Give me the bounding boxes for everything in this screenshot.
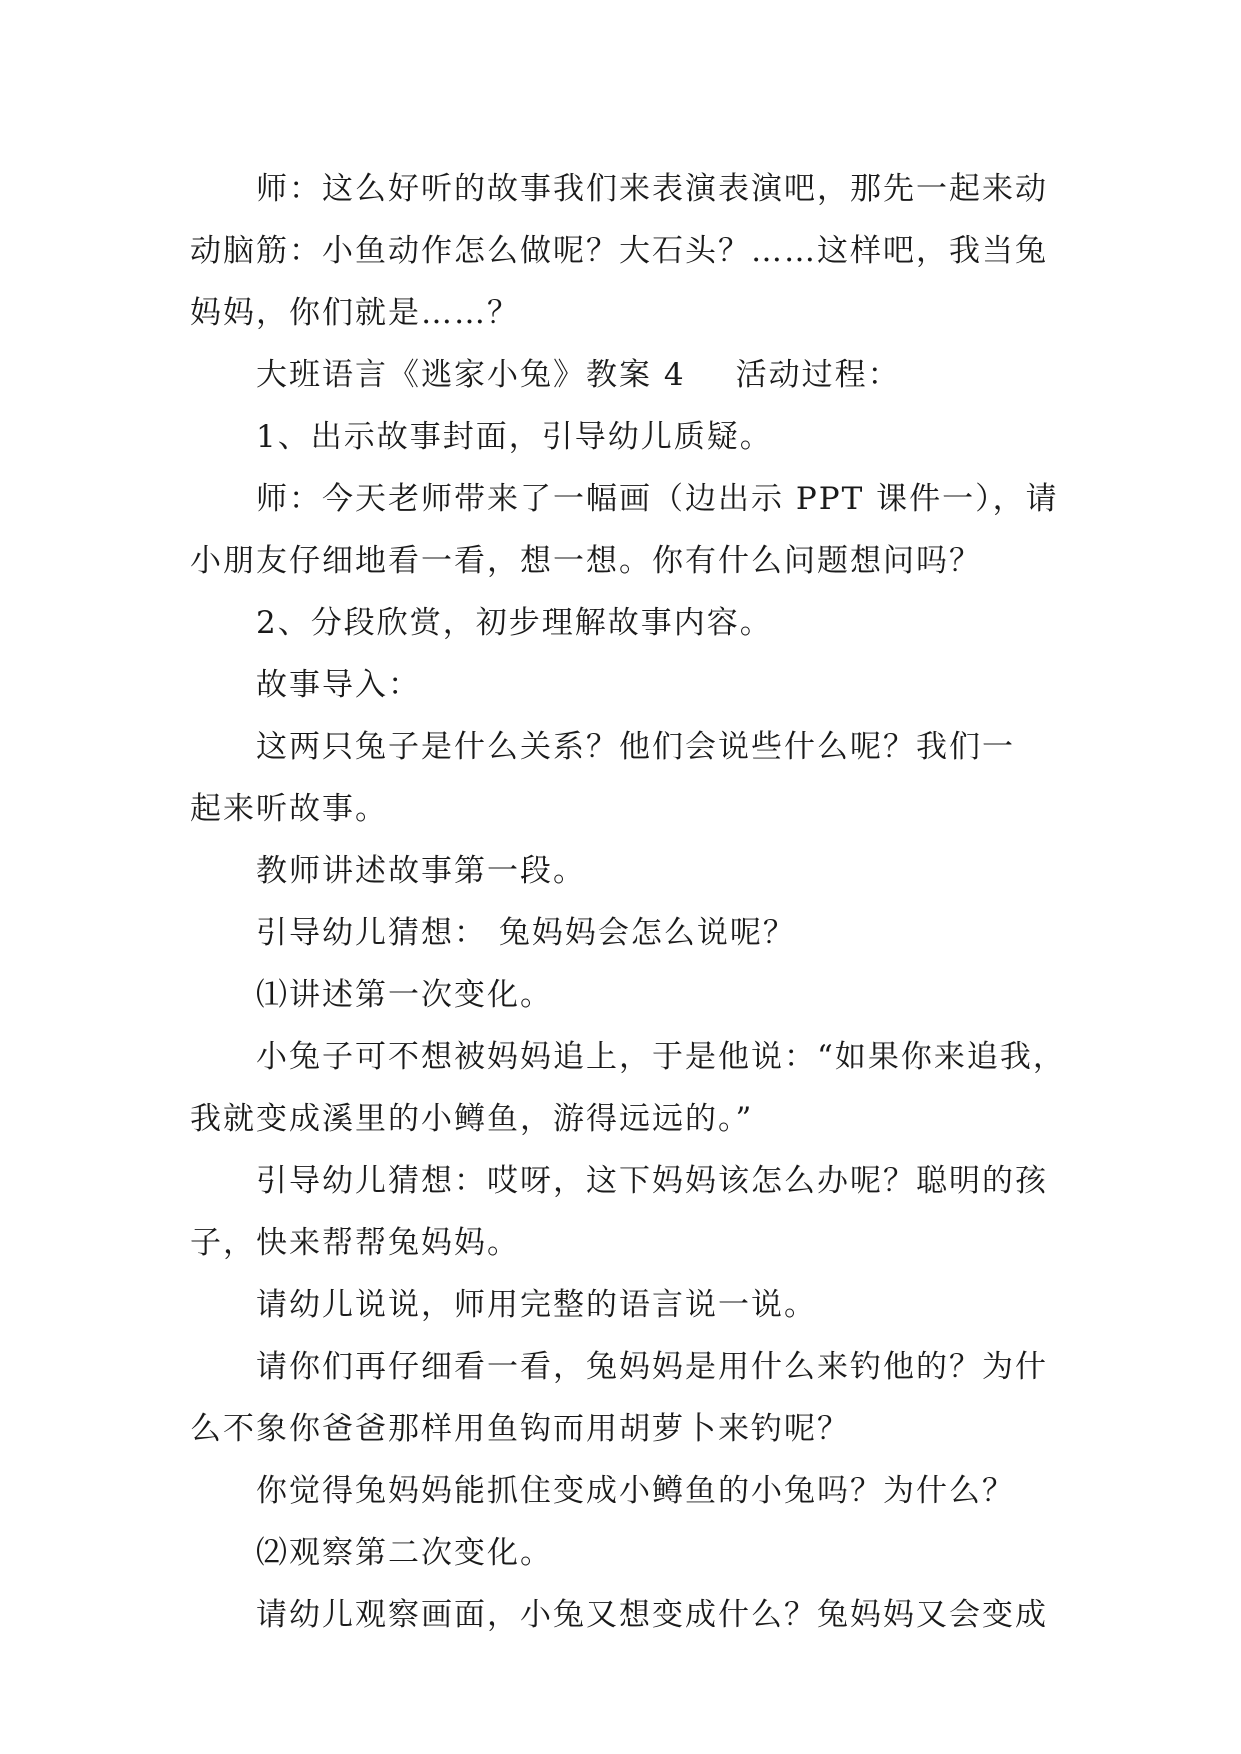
- paragraph-line: 么不象你爸爸那样用鱼钩而用胡萝卜来钓呢？: [190, 1411, 850, 1447]
- paragraph-line: 请你们再仔细看一看，兔妈妈是用什么来钓他的？为什: [256, 1349, 1048, 1385]
- paragraph-line: 故事导入：: [256, 667, 421, 703]
- paragraph-line: ⑴讲述第一次变化。: [256, 977, 553, 1013]
- paragraph-line: 动脑筋：小鱼动作怎么做呢？大石头？……这样吧，我当兔: [190, 233, 1048, 269]
- paragraph-line: 小兔子可不想被妈妈追上，于是他说：“如果你来追我，: [256, 1039, 1066, 1075]
- paragraph-line: 请幼儿观察画面，小兔又想变成什么？兔妈妈又会变成: [256, 1597, 1048, 1633]
- paragraph-line: 起来听故事。: [190, 791, 388, 827]
- paragraph-line: 请幼儿说说，师用完整的语言说一说。: [256, 1287, 817, 1323]
- section-heading-line: [190, 344, 1060, 406]
- section-subtitle: 活动过程：: [735, 357, 901, 393]
- paragraph-line: 师：这么好听的故事我们来表演表演吧，那先一起来动: [256, 171, 1048, 207]
- paragraph-line: 教师讲述故事第一段。: [256, 853, 586, 889]
- paragraph-line: 子，快来帮帮兔妈妈。: [190, 1225, 520, 1261]
- paragraph-line: 妈妈，你们就是……？: [190, 295, 520, 331]
- document-body: [190, 158, 1066, 1646]
- paragraph-line: 你觉得兔妈妈能抓住变成小鳟鱼的小兔吗？为什么？: [256, 1473, 1015, 1509]
- paragraph-line: 引导幼儿猜想：哎呀，这下妈妈该怎么办呢？聪明的孩: [256, 1163, 1048, 1199]
- paragraph-line: 1、出示故事封面，引导幼儿质疑。: [256, 419, 773, 455]
- paragraph-line: ⑵观察第二次变化。: [256, 1535, 553, 1571]
- paragraph-line: 师：今天老师带来了一幅画（边出示 PPT 课件一），请: [256, 481, 1059, 517]
- section-title: 大班语言《逃家小兔》教案 4: [256, 357, 686, 393]
- paragraph-line: 引导幼儿猜想： 兔妈妈会怎么说呢？: [256, 915, 796, 951]
- paragraph-line: 2、分段欣赏，初步理解故事内容。: [256, 605, 773, 641]
- paragraph-line: 我就变成溪里的小鳟鱼，游得远远的。”: [190, 1101, 754, 1137]
- paragraph-line: 小朋友仔细地看一看，想一想。你有什么问题想问吗？: [190, 543, 982, 579]
- paragraph-line: 这两只兔子是什么关系？他们会说些什么呢？我们一: [256, 729, 1015, 765]
